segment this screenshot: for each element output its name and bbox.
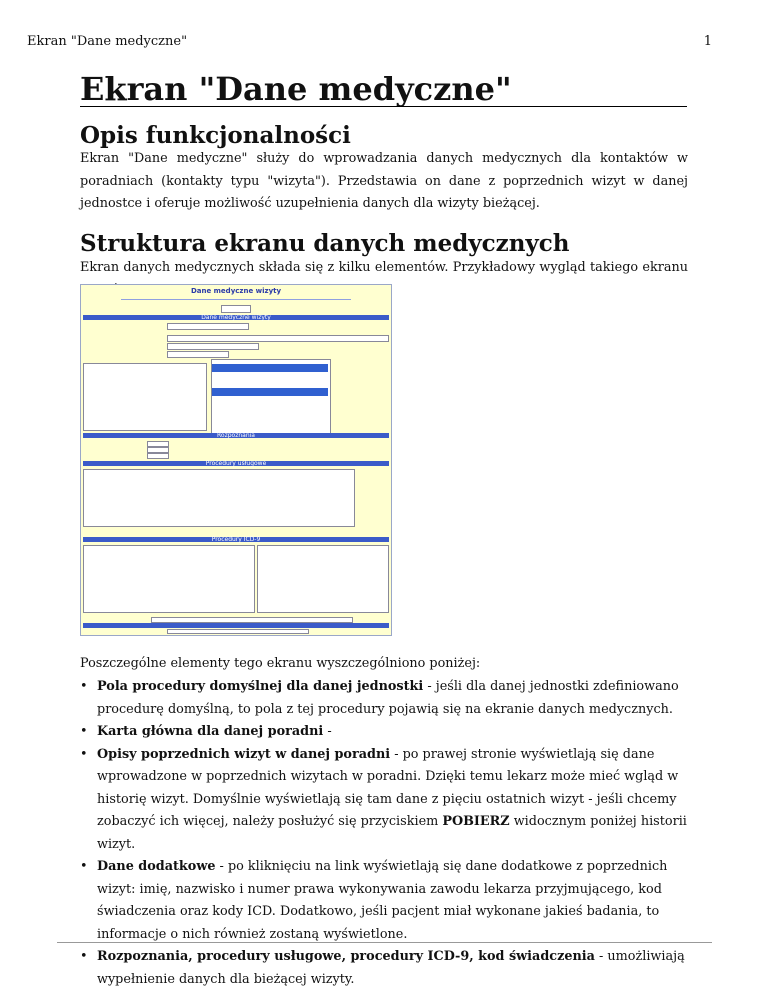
running-header: Ekran "Dane medyczne" [27, 34, 188, 49]
structure-paragraph: Ekran danych medycznych składa się z kilku elementów. Przykładowy wygląd takiego ekranu [80, 260, 688, 275]
screenshot-figure [80, 284, 392, 636]
figure-field-9 [167, 629, 309, 634]
figure-bar-5 [83, 623, 389, 628]
figure-field-7 [147, 453, 169, 459]
list-item: • Pola procedury domyślnej dla danej jednostki - jeśli dla danej jednostki zdefiniowano procedurę domyślną, to pola z tej procedury pojawią się na ekranie danych medycznych. [80, 676, 692, 721]
figure-history-highlight-2 [212, 388, 328, 396]
figure-title: Dane medyczne wizyty [190, 287, 282, 295]
figure-icd-side-panel [257, 545, 389, 613]
list-item: • Dane dodatkowe - po kliknięciu na link wyświetlają się dane dodatkowe z poprzednich wizyt: imię, nazwisko i numer prawa wykonywania zawodu lekarza przyjmującego, kod świadczenia oraz kody ICD. Dodatkowo, jeśli pacjent miał wykonane jakieś badania, to informacje o nich również zostaną wyświetlone. [80, 856, 692, 946]
description-paragraph: Ekran "Dane medyczne" służy do wprowadzania danych medycznych dla kontaktów w poradniach (kontakty typu "wizyta"). Przedstawia on dane z poprzednich wizyt w danej jednostce i oferuje możliwość uzupełnienia danych dla wizyty bieżącej. [80, 151, 688, 211]
figure-field-2 [167, 335, 389, 342]
figure-field-3 [167, 343, 259, 350]
figure-history-highlight-1 [212, 364, 328, 372]
list-item: • Karta główna dla danej poradni - [80, 721, 692, 744]
figure-section-label-2: Rozpoznania [217, 432, 255, 439]
figure-subtitle-line [121, 299, 351, 300]
figure-section-label-3: Procedury usługowe [205, 460, 267, 467]
footer-rule [57, 942, 712, 943]
figure-section-label-4: Procedury ICD-9 [211, 536, 261, 543]
title-rule [80, 106, 687, 107]
figure-field-1 [167, 323, 249, 330]
section-heading-description: Opis funkcjonalności [80, 122, 351, 149]
list-item: • Opisy poprzednich wizyt w danej poradni - po prawej stronie wyświetlają się dane wprowadzone w poprzednich wizytach w poradni. Dzięki temu lekarz może mieć wgląd w historię wizyt. Domyślnie wyświetlają się tam dane z pięciu ostatnich wizyt - jeśli chcemy zobaczyć ich więcej, należy posłużyć się przyciskiem POBIERZ widocznym poniżej historii wizyt. [80, 744, 692, 857]
elements-list [80, 676, 692, 991]
figure-textarea [83, 363, 207, 431]
list-item: • Rozpoznania, procedury usługowe, procedury ICD-9, kod świadczenia - umożliwiają wypełnienie danych dla bieżącej wizyty. [80, 946, 692, 991]
figure-procedures-table [83, 469, 355, 527]
page-title: Ekran "Dane medyczne" [80, 70, 512, 108]
section-heading-structure: Struktura ekranu danych medycznych [80, 230, 570, 257]
page-number: 1 [703, 34, 712, 49]
figure-ok-buttons [221, 305, 251, 313]
figure-field-4 [167, 351, 229, 358]
figure-section-label-1: Dane medyczne wizyty [201, 314, 271, 321]
figure-icd-table [83, 545, 255, 613]
elements-intro: Poszczególne elementy tego ekranu wyszczególniono poniżej: [80, 656, 481, 671]
